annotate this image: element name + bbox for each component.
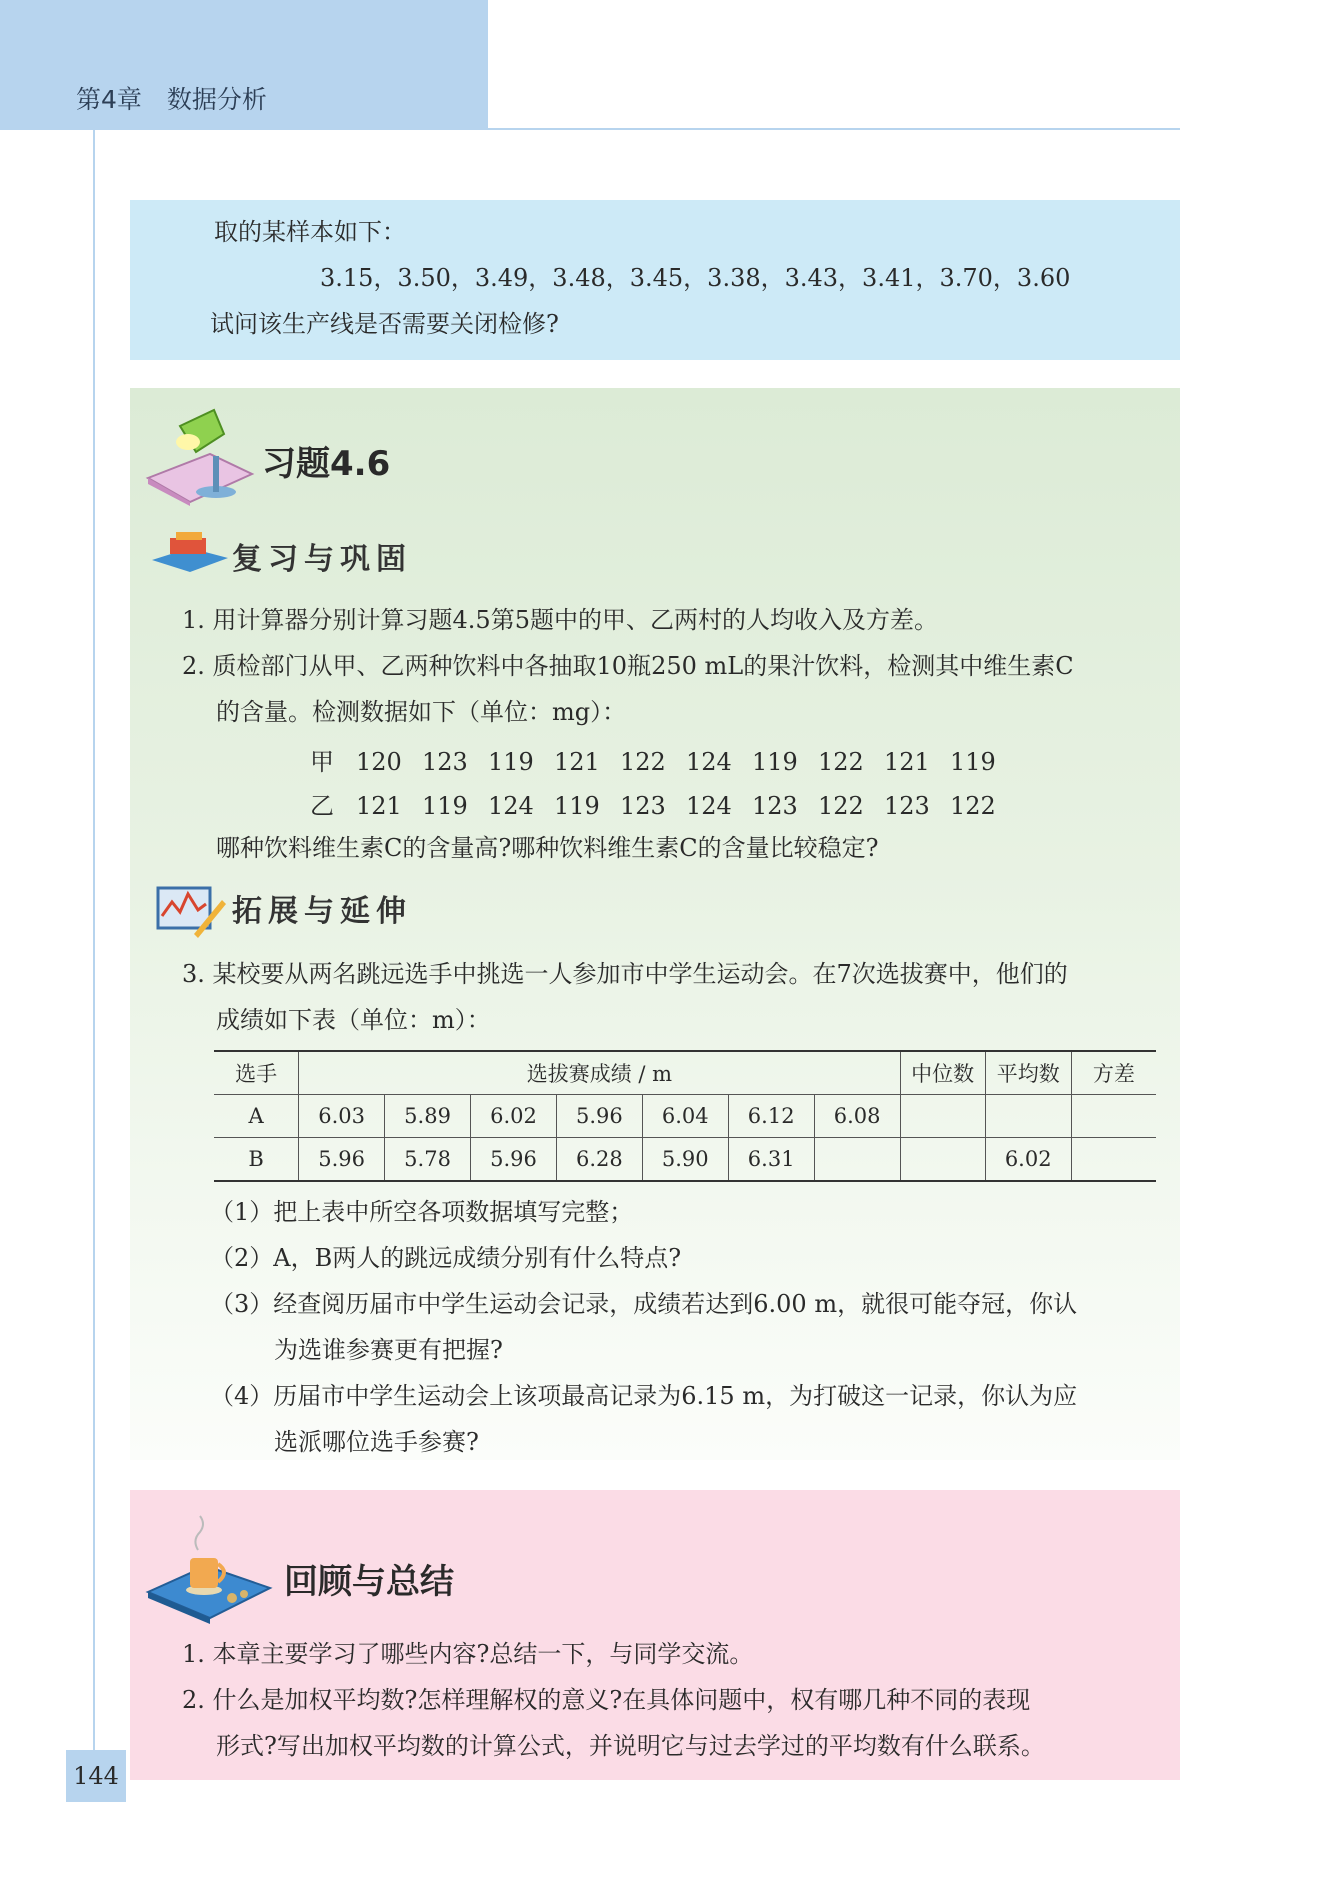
books-icon <box>150 530 230 578</box>
extend-sub1: （1）把上表中所空各项数据填写完整； <box>210 1198 634 1226</box>
header-player: 选手 <box>214 1051 299 1095</box>
extend-sub3-line2: 为选谁参赛更有把握? <box>274 1336 503 1364</box>
review-q1: 1. 用计算器分别计算习题4.5第5题中的甲、乙两村的人均收入及方差。 <box>182 606 938 634</box>
cell-median <box>900 1138 985 1182</box>
review-q2-line1: 2. 质检部门从甲、乙两种饮料中各抽取10瓶250 mL的果汁饮料，检测其中维生素C <box>182 652 1074 680</box>
header-mean: 平均数 <box>985 1051 1071 1095</box>
header-scores: 选拔赛成绩 / m <box>299 1051 900 1095</box>
data-row-jia: 甲 120 123 119 121 122 124 119 122 121 119 <box>310 748 996 776</box>
header-variance: 方差 <box>1071 1051 1156 1095</box>
extend-sub4-line1: （4）历届市中学生运动会上该项最高记录为6.15 m，为打破这一记录，你认为应 <box>210 1382 1078 1410</box>
cell-score: 5.78 <box>385 1138 471 1182</box>
page-number: 144 <box>66 1750 126 1802</box>
cell-score: 5.90 <box>642 1138 728 1182</box>
summary-title: 回顾与总结 <box>284 1562 454 1602</box>
cell-score: 6.02 <box>471 1095 557 1138</box>
sample-intro: 取的某样本如下： <box>214 218 406 246</box>
extend-q3-line1: 3. 某校要从两名跳远选手中挑选一人参加市中学生运动会。在7次选拔赛中，他们的 <box>182 960 1068 988</box>
cell-variance <box>1071 1138 1156 1182</box>
margin-rule <box>93 130 95 1770</box>
cell-player: B <box>214 1138 299 1182</box>
extend-sub4-line2: 选派哪位选手参赛? <box>274 1428 479 1456</box>
summary-q1: 1. 本章主要学习了哪些内容?总结一下，与同学交流。 <box>182 1640 754 1668</box>
cell-score: 6.04 <box>642 1095 728 1138</box>
extend-sub3-line1: （3）经查阅历届市中学生运动会记录，成绩若达到6.00 m，就很可能夺冠，你认 <box>210 1290 1078 1318</box>
extend-section-title: 拓展与延伸 <box>232 894 412 929</box>
cell-score <box>814 1138 900 1182</box>
table-header-row <box>214 1051 1156 1095</box>
extend-q3-line2: 成绩如下表（单位：m）： <box>216 1006 491 1034</box>
summary-q2-line1: 2. 什么是加权平均数?怎样理解权的意义?在具体问题中，权有哪几种不同的表现 <box>182 1686 1031 1714</box>
cell-score: 5.96 <box>556 1095 642 1138</box>
cell-score: 6.03 <box>299 1095 385 1138</box>
cell-player: A <box>214 1095 299 1138</box>
cell-variance <box>1071 1095 1156 1138</box>
header-rule <box>488 128 1180 130</box>
cell-score: 5.96 <box>471 1138 557 1182</box>
table-row <box>214 1138 1156 1182</box>
data-row-yi: 乙 121 119 124 119 123 124 123 122 123 122 <box>310 792 996 820</box>
summary-q2-line2: 形式?写出加权平均数的计算公式，并说明它与过去学过的平均数有什么联系。 <box>216 1732 1045 1760</box>
review-q2-line2: 的含量。检测数据如下（单位：mg）： <box>216 698 627 726</box>
scores-table <box>214 1050 1156 1182</box>
cell-score: 6.31 <box>728 1138 814 1182</box>
coffee-book-icon <box>144 1514 274 1626</box>
cell-median <box>900 1095 985 1138</box>
cell-score: 6.12 <box>728 1095 814 1138</box>
extend-sub2: （2）A，B两人的跳远成绩分别有什么特点? <box>210 1244 682 1272</box>
sample-question: 试问该生产线是否需要关闭检修? <box>210 310 559 338</box>
cell-score: 5.96 <box>299 1138 385 1182</box>
desk-lamp-book-icon <box>140 406 258 506</box>
cell-mean: 6.02 <box>985 1138 1071 1182</box>
cell-score: 5.89 <box>385 1095 471 1138</box>
table-row <box>214 1095 1156 1138</box>
chapter-title: 第4章 数据分析 <box>76 85 267 114</box>
exercise-title: 习题4.6 <box>262 444 391 484</box>
header-median: 中位数 <box>900 1051 985 1095</box>
cell-score: 6.28 <box>556 1138 642 1182</box>
sample-data: 3.15，3.50，3.49，3.48，3.45，3.38，3.43，3.41，3.70，3.60 <box>320 264 1071 292</box>
cell-score: 6.08 <box>814 1095 900 1138</box>
chart-pen-icon <box>154 882 226 938</box>
cell-mean <box>985 1095 1071 1138</box>
review-q2-question: 哪种饮料维生素C的含量高?哪种饮料维生素C的含量比较稳定? <box>216 834 879 862</box>
review-section-title: 复习与巩固 <box>232 542 412 577</box>
